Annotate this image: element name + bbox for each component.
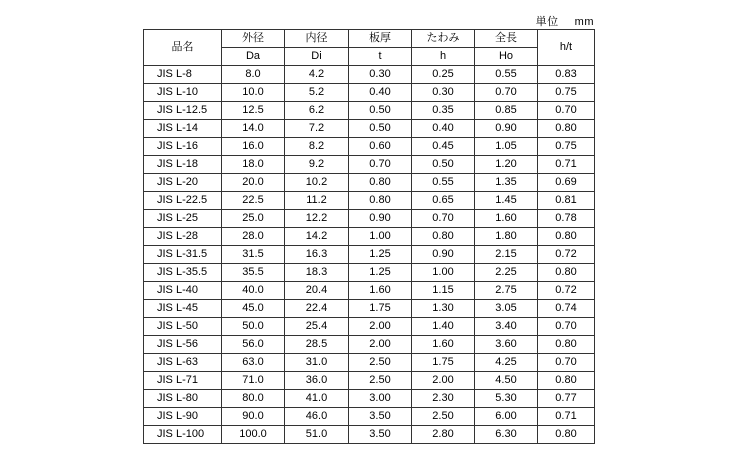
table-row (144, 156, 595, 174)
cell-name: JIS L-90 (144, 408, 222, 426)
cell-da: 25.0 (222, 210, 285, 228)
cell-da: 80.0 (222, 390, 285, 408)
cell-da: 35.5 (222, 264, 285, 282)
cell-ht: 0.77 (538, 390, 595, 408)
cell-da: 16.0 (222, 138, 285, 156)
cell-name: JIS L-80 (144, 390, 222, 408)
cell-name: JIS L-63 (144, 354, 222, 372)
spec-table (143, 29, 595, 444)
unit-label: 単位 (535, 16, 559, 28)
cell-h: 2.80 (412, 426, 475, 444)
cell-t: 3.50 (349, 426, 412, 444)
header-symbol-di: Di (285, 48, 349, 66)
cell-ho: 1.20 (475, 156, 538, 174)
cell-di: 41.0 (285, 390, 349, 408)
cell-ho: 1.45 (475, 192, 538, 210)
cell-name: JIS L-16 (144, 138, 222, 156)
cell-t: 0.40 (349, 84, 412, 102)
cell-name: JIS L-56 (144, 336, 222, 354)
cell-ht: 0.78 (538, 210, 595, 228)
cell-h: 2.00 (412, 372, 475, 390)
cell-da: 45.0 (222, 300, 285, 318)
cell-da: 56.0 (222, 336, 285, 354)
cell-ht: 0.81 (538, 192, 595, 210)
cell-name: JIS L-18 (144, 156, 222, 174)
cell-da: 100.0 (222, 426, 285, 444)
cell-name: JIS L-31.5 (144, 246, 222, 264)
cell-da: 20.0 (222, 174, 285, 192)
cell-ho: 1.35 (475, 174, 538, 192)
cell-name: JIS L-20 (144, 174, 222, 192)
cell-di: 9.2 (285, 156, 349, 174)
cell-h: 0.65 (412, 192, 475, 210)
cell-h: 1.40 (412, 318, 475, 336)
cell-da: 10.0 (222, 84, 285, 102)
table-row (144, 66, 595, 84)
cell-di: 5.2 (285, 84, 349, 102)
cell-t: 3.50 (349, 408, 412, 426)
cell-name: JIS L-12.5 (144, 102, 222, 120)
cell-name: JIS L-40 (144, 282, 222, 300)
cell-ht: 0.71 (538, 408, 595, 426)
table-row (144, 228, 595, 246)
cell-ht: 0.75 (538, 84, 595, 102)
cell-da: 22.5 (222, 192, 285, 210)
cell-da: 90.0 (222, 408, 285, 426)
cell-ht: 0.75 (538, 138, 595, 156)
cell-h: 1.30 (412, 300, 475, 318)
cell-ho: 5.30 (475, 390, 538, 408)
cell-ht: 0.80 (538, 372, 595, 390)
cell-name: JIS L-45 (144, 300, 222, 318)
header-outer-diameter: 外径 (222, 30, 285, 48)
cell-t: 0.90 (349, 210, 412, 228)
cell-name: JIS L-14 (144, 120, 222, 138)
cell-t: 0.30 (349, 66, 412, 84)
cell-da: 28.0 (222, 228, 285, 246)
cell-ho: 0.70 (475, 84, 538, 102)
cell-di: 18.3 (285, 264, 349, 282)
table-row (144, 174, 595, 192)
cell-ho: 1.60 (475, 210, 538, 228)
cell-da: 50.0 (222, 318, 285, 336)
table-row (144, 354, 595, 372)
cell-t: 1.75 (349, 300, 412, 318)
cell-t: 0.80 (349, 192, 412, 210)
table-row (144, 426, 595, 444)
table-row (144, 282, 595, 300)
header-symbol-t: t (349, 48, 412, 66)
table-body (144, 66, 595, 444)
cell-t: 3.00 (349, 390, 412, 408)
table-row (144, 264, 595, 282)
cell-ho: 3.60 (475, 336, 538, 354)
cell-h: 0.25 (412, 66, 475, 84)
cell-ho: 2.25 (475, 264, 538, 282)
cell-h: 0.40 (412, 120, 475, 138)
cell-h: 2.30 (412, 390, 475, 408)
cell-da: 31.5 (222, 246, 285, 264)
cell-di: 16.3 (285, 246, 349, 264)
header-thickness: 板厚 (349, 30, 412, 48)
cell-ho: 2.15 (475, 246, 538, 264)
header-name: 品名 (144, 30, 222, 66)
cell-ho: 1.80 (475, 228, 538, 246)
cell-ho: 1.05 (475, 138, 538, 156)
cell-da: 12.5 (222, 102, 285, 120)
cell-ht: 0.72 (538, 282, 595, 300)
table-row (144, 210, 595, 228)
header-symbol-da: Da (222, 48, 285, 66)
cell-h: 0.55 (412, 174, 475, 192)
cell-h: 1.75 (412, 354, 475, 372)
cell-ho: 4.25 (475, 354, 538, 372)
cell-da: 63.0 (222, 354, 285, 372)
cell-di: 11.2 (285, 192, 349, 210)
cell-t: 2.50 (349, 354, 412, 372)
cell-t: 1.00 (349, 228, 412, 246)
cell-ho: 3.40 (475, 318, 538, 336)
cell-di: 12.2 (285, 210, 349, 228)
cell-h: 1.60 (412, 336, 475, 354)
cell-di: 7.2 (285, 120, 349, 138)
cell-da: 14.0 (222, 120, 285, 138)
table-row (144, 192, 595, 210)
table-row (144, 120, 595, 138)
cell-di: 4.2 (285, 66, 349, 84)
cell-da: 18.0 (222, 156, 285, 174)
cell-da: 8.0 (222, 66, 285, 84)
table-row (144, 318, 595, 336)
cell-h: 0.50 (412, 156, 475, 174)
table-row (144, 300, 595, 318)
header-overall-height: 全長 (475, 30, 538, 48)
table-row (144, 408, 595, 426)
cell-ht: 0.72 (538, 246, 595, 264)
cell-h: 0.90 (412, 246, 475, 264)
cell-t: 0.70 (349, 156, 412, 174)
header-symbol-ho: Ho (475, 48, 538, 66)
header-deflection: たわみ (412, 30, 475, 48)
cell-ht: 0.70 (538, 354, 595, 372)
cell-h: 0.30 (412, 84, 475, 102)
cell-name: JIS L-35.5 (144, 264, 222, 282)
cell-ho: 6.00 (475, 408, 538, 426)
cell-name: JIS L-28 (144, 228, 222, 246)
cell-ho: 2.75 (475, 282, 538, 300)
unit-note (536, 13, 594, 29)
cell-name: JIS L-10 (144, 84, 222, 102)
cell-ho: 0.55 (475, 66, 538, 84)
cell-ht: 0.80 (538, 426, 595, 444)
cell-di: 51.0 (285, 426, 349, 444)
cell-ht: 0.70 (538, 102, 595, 120)
cell-name: JIS L-25 (144, 210, 222, 228)
cell-di: 6.2 (285, 102, 349, 120)
cell-ho: 6.30 (475, 426, 538, 444)
cell-ht: 0.80 (538, 120, 595, 138)
table-row (144, 138, 595, 156)
cell-t: 1.25 (349, 246, 412, 264)
cell-t: 0.80 (349, 174, 412, 192)
cell-ho: 4.50 (475, 372, 538, 390)
cell-da: 40.0 (222, 282, 285, 300)
cell-di: 20.4 (285, 282, 349, 300)
table-row (144, 336, 595, 354)
cell-name: JIS L-50 (144, 318, 222, 336)
cell-di: 14.2 (285, 228, 349, 246)
cell-name: JIS L-22.5 (144, 192, 222, 210)
cell-ht: 0.74 (538, 300, 595, 318)
cell-ho: 3.05 (475, 300, 538, 318)
table-header (144, 30, 595, 66)
cell-ht: 0.70 (538, 318, 595, 336)
cell-name: JIS L-100 (144, 426, 222, 444)
cell-t: 1.60 (349, 282, 412, 300)
cell-di: 36.0 (285, 372, 349, 390)
header-ratio: h/t (538, 30, 595, 66)
cell-ht: 0.69 (538, 174, 595, 192)
cell-h: 0.45 (412, 138, 475, 156)
header-row-top (144, 30, 595, 48)
cell-ho: 0.90 (475, 120, 538, 138)
cell-t: 0.50 (349, 102, 412, 120)
unit-value: mm (574, 16, 594, 28)
cell-t: 2.00 (349, 336, 412, 354)
cell-name: JIS L-71 (144, 372, 222, 390)
cell-t: 2.00 (349, 318, 412, 336)
cell-di: 8.2 (285, 138, 349, 156)
cell-di: 25.4 (285, 318, 349, 336)
table-row (144, 390, 595, 408)
table-row (144, 84, 595, 102)
cell-t: 0.50 (349, 120, 412, 138)
cell-h: 0.70 (412, 210, 475, 228)
cell-di: 10.2 (285, 174, 349, 192)
cell-h: 0.80 (412, 228, 475, 246)
table-row (144, 246, 595, 264)
cell-h: 1.15 (412, 282, 475, 300)
cell-t: 2.50 (349, 372, 412, 390)
cell-h: 2.50 (412, 408, 475, 426)
header-symbol-h: h (412, 48, 475, 66)
cell-ht: 0.80 (538, 336, 595, 354)
cell-ht: 0.80 (538, 228, 595, 246)
cell-ht: 0.83 (538, 66, 595, 84)
cell-di: 31.0 (285, 354, 349, 372)
cell-name: JIS L-8 (144, 66, 222, 84)
cell-di: 28.5 (285, 336, 349, 354)
table-row (144, 102, 595, 120)
cell-ht: 0.80 (538, 264, 595, 282)
cell-t: 0.60 (349, 138, 412, 156)
table-row (144, 372, 595, 390)
cell-ht: 0.71 (538, 156, 595, 174)
cell-t: 1.25 (349, 264, 412, 282)
cell-di: 46.0 (285, 408, 349, 426)
cell-da: 71.0 (222, 372, 285, 390)
cell-di: 22.4 (285, 300, 349, 318)
header-inner-diameter: 内径 (285, 30, 349, 48)
cell-h: 0.35 (412, 102, 475, 120)
cell-h: 1.00 (412, 264, 475, 282)
cell-ho: 0.85 (475, 102, 538, 120)
